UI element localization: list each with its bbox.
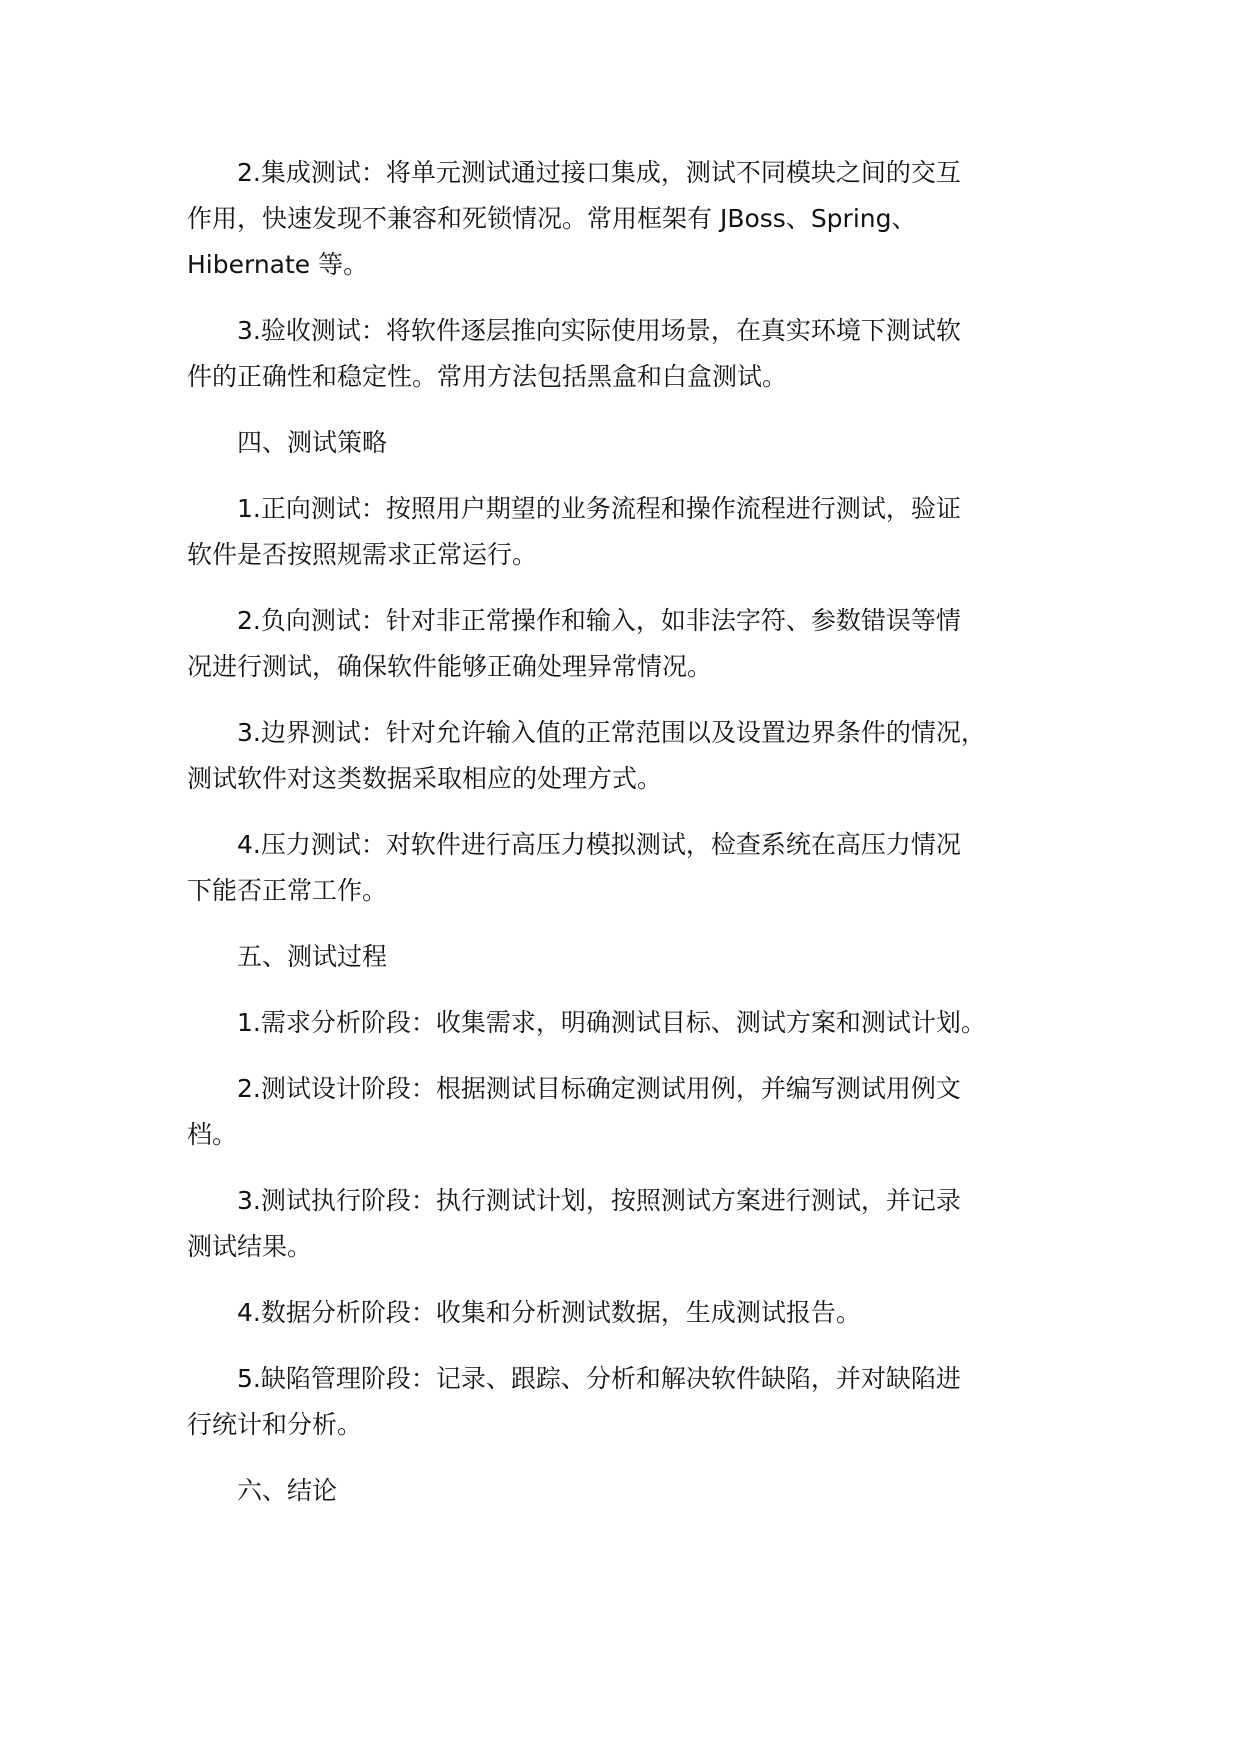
section-heading-conclusion: 六、结论	[237, 1476, 338, 1505]
paragraph-stress-testing: 4.压力测试：对软件进行高压力模拟测试，检查系统在高压力情况 下能否正常工作。	[187, 830, 961, 905]
paragraph-test-design: 2.测试设计阶段：根据测试目标确定测试用例，并编写测试用例文 档。	[187, 1074, 961, 1149]
paragraph-positive-testing: 1.正向测试：按照用户期望的业务流程和操作流程进行测试，验证 软件是否按照规需求正常运行。	[187, 494, 961, 569]
paragraph-integration-testing: 2.集成测试：将单元测试通过接口集成，测试不同模块之间的交互 作用，快速发现不兼容和死锁情况。常用框架有 JBoss、Spring、 Hibernate 等。	[187, 158, 961, 279]
paragraph-data-analysis: 4.数据分析阶段：收集和分析测试数据，生成测试报告。	[237, 1298, 861, 1327]
paragraph-boundary-testing: 3.边界测试：针对允许输入值的正常范围以及设置边界条件的情况， 测试软件对这类数据采取相应的处理方式。	[187, 718, 986, 793]
paragraph-requirements-analysis: 1.需求分析阶段：收集需求，明确测试目标、测试方案和测试计划。	[237, 1008, 986, 1037]
paragraph-defect-management: 5.缺陷管理阶段：记录、跟踪、分析和解决软件缺陷，并对缺陷进 行统计和分析。	[187, 1364, 961, 1439]
paragraph-negative-testing: 2.负向测试：针对非正常操作和输入，如非法字符、参数错误等情 况进行测试，确保软件能够正确处理异常情况。	[187, 606, 961, 681]
document-body	[187, 150, 1087, 1534]
paragraph-acceptance-testing: 3.验收测试：将软件逐层推向实际使用场景，在真实环境下测试软 件的正确性和稳定性。常用方法包括黑盒和白盒测试。	[187, 316, 961, 391]
paragraph-test-execution: 3.测试执行阶段：执行测试计划，按照测试方案进行测试，并记录 测试结果。	[187, 1186, 961, 1261]
section-heading-test-strategy: 四、测试策略	[237, 428, 388, 457]
section-heading-test-process: 五、测试过程	[237, 942, 388, 971]
